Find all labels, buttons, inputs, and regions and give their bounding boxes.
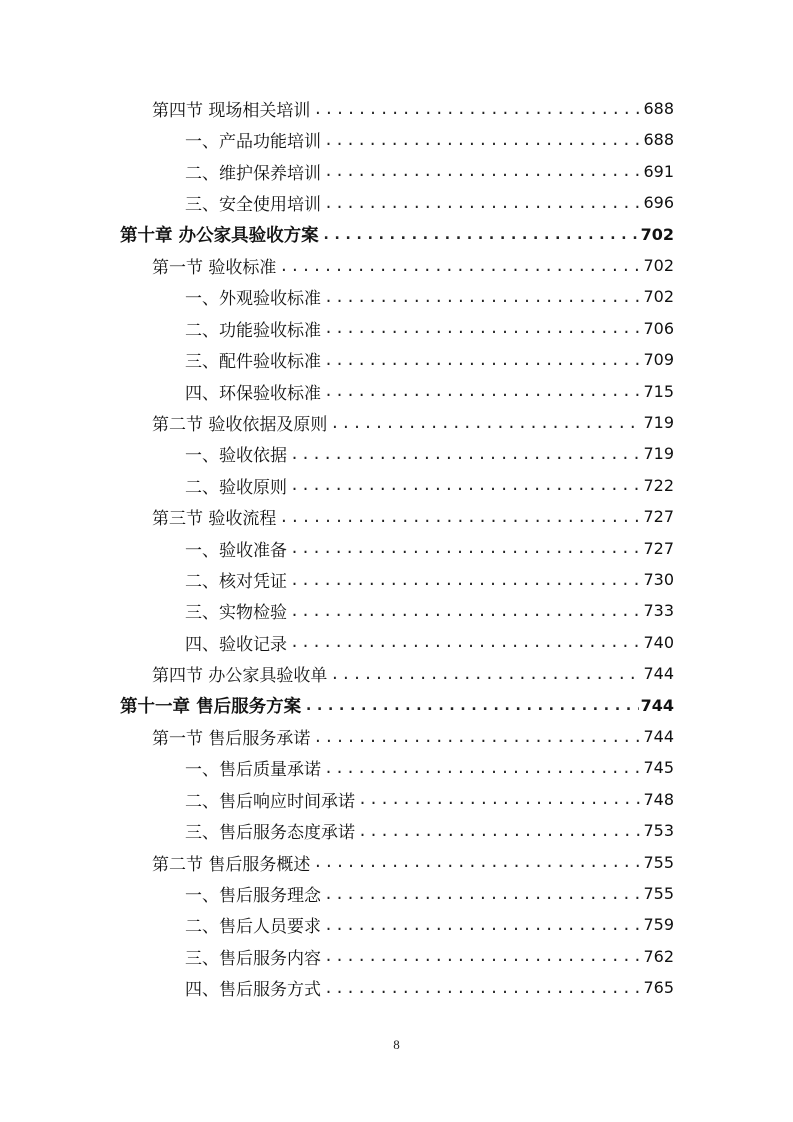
toc-entry-title: 第一节 售后服务承诺 [152, 729, 311, 749]
toc-entry-page: 688 [643, 130, 674, 150]
dot-leader [324, 162, 641, 180]
toc-entry-title: 一、外观验收标准 [185, 289, 321, 310]
toc-entry-section[interactable] [152, 658, 674, 689]
dot-leader [324, 382, 641, 400]
dot-leader [290, 539, 641, 557]
toc-entry-page: 759 [643, 915, 674, 935]
dot-leader [290, 602, 641, 620]
toc-entry-title: 二、验收原则 [185, 477, 287, 498]
toc-entry-title: 一、验收准备 [185, 540, 287, 561]
toc-entry-page: 740 [643, 632, 674, 652]
dot-leader [322, 225, 639, 243]
toc-entry-title: 三、实物检验 [185, 603, 287, 624]
toc-entry-subsection[interactable] [185, 376, 674, 407]
toc-entry-page: 744 [643, 727, 674, 746]
dot-leader [313, 728, 641, 746]
dot-leader [330, 665, 641, 683]
toc-entry-page: 753 [643, 821, 674, 841]
toc-entry-subsection[interactable] [185, 878, 674, 909]
toc-entry-page: 733 [643, 601, 674, 621]
toc-entry-subsection[interactable] [185, 752, 674, 783]
toc-entry-title: 第一节 验收标准 [152, 258, 277, 278]
dot-leader [324, 288, 641, 306]
dot-leader [324, 947, 641, 965]
toc-entry-title: 第四节 办公家具验收单 [152, 666, 328, 687]
toc-entry-subsection[interactable] [185, 187, 674, 218]
page-number: 8 [393, 1037, 400, 1052]
toc-entry-section[interactable] [152, 721, 674, 752]
toc-entry-subsection[interactable] [185, 815, 674, 846]
toc-entry-subsection[interactable] [185, 533, 674, 564]
toc-entry-title: 第二节 售后服务概述 [152, 854, 311, 875]
toc-entry-title: 二、维护保养培训 [185, 163, 321, 184]
toc-entry-page: 727 [643, 538, 674, 558]
toc-entry-title: 一、验收依据 [185, 446, 287, 467]
toc-entry-chapter[interactable] [120, 219, 674, 250]
dot-leader [290, 633, 641, 651]
dot-leader [324, 885, 641, 903]
toc-entry-subsection[interactable] [185, 564, 674, 595]
dot-leader [279, 508, 641, 526]
dot-leader [324, 319, 641, 337]
toc-entry-subsection[interactable] [185, 124, 674, 155]
toc-entry-title: 一、售后质量承诺 [185, 760, 321, 781]
toc-entry-section[interactable] [152, 407, 674, 438]
toc-entry-page: 702 [643, 287, 674, 307]
toc-entry-page: 722 [643, 475, 674, 495]
toc-entry-subsection[interactable] [185, 156, 674, 187]
toc-entry-page: 702 [643, 256, 674, 275]
toc-entry-subsection[interactable] [185, 281, 674, 312]
toc-entry-page: 691 [643, 161, 674, 181]
toc-entry-page: 702 [640, 224, 674, 244]
dot-leader [290, 445, 641, 463]
toc-entry-title: 二、功能验收标准 [185, 320, 321, 341]
toc-entry-title: 三、售后服务内容 [185, 948, 321, 969]
toc-entry-title: 第二节 验收依据及原则 [152, 415, 328, 435]
dot-leader [304, 696, 639, 714]
toc-entry-title: 四、验收记录 [185, 634, 287, 655]
toc-entry-page: 719 [643, 444, 674, 464]
toc-entry-page: 762 [643, 946, 674, 966]
toc-entry-page: 765 [643, 978, 674, 998]
toc-entry-title: 第十章 办公家具验收方案 [120, 225, 319, 246]
toc-entry-page: 745 [643, 758, 674, 778]
toc-entry-page: 715 [643, 381, 674, 401]
toc-entry-subsection[interactable] [185, 438, 674, 469]
toc-entry-title: 四、环保验收标准 [185, 383, 321, 404]
dot-leader [324, 916, 641, 934]
dot-leader [330, 414, 641, 432]
dot-leader [358, 790, 641, 808]
dot-leader [279, 257, 641, 275]
dot-leader [324, 131, 641, 149]
toc-entry-page: 744 [643, 664, 674, 684]
toc-entry-title: 三、售后服务态度承诺 [185, 823, 355, 844]
toc-entry-subsection[interactable] [185, 972, 674, 1003]
toc-entry-title: 一、售后服务理念 [185, 886, 321, 906]
toc-entry-title: 四、售后服务方式 [185, 980, 321, 1001]
toc-entry-title: 二、售后人员要求 [185, 917, 321, 938]
toc-entry-subsection[interactable] [185, 470, 674, 501]
dot-leader [324, 979, 641, 997]
toc-entry-title: 三、配件验收标准 [185, 352, 321, 373]
toc-entry-title: 第十一章 售后服务方案 [120, 696, 302, 717]
dot-leader [358, 822, 641, 840]
toc-entry-page: 688 [643, 99, 674, 118]
toc-entry-section[interactable] [152, 501, 674, 532]
dot-leader [290, 571, 641, 589]
toc-entry-page: 719 [643, 413, 674, 432]
toc-entry-page: 755 [643, 884, 674, 903]
toc-entry-title: 第四节 现场相关培训 [152, 101, 311, 121]
toc-entry-subsection[interactable] [185, 313, 674, 344]
toc-entry-title: 三、安全使用培训 [185, 195, 321, 216]
toc-entry-section[interactable] [152, 93, 674, 124]
toc-entry-page: 744 [640, 695, 674, 715]
toc-entry-page: 727 [643, 507, 674, 527]
toc-entry-page: 730 [643, 570, 674, 589]
toc-entry-page: 748 [643, 789, 674, 809]
toc-entry-title: 第三节 验收流程 [152, 509, 277, 530]
toc-entry-subsection[interactable] [185, 909, 674, 940]
toc-entry-subsection[interactable] [185, 595, 674, 626]
toc-entry-subsection[interactable] [185, 344, 674, 375]
toc-entry-title: 二、售后响应时间承诺 [185, 791, 355, 812]
toc-entry-chapter[interactable] [120, 690, 674, 721]
toc-entry-page: 696 [643, 193, 674, 213]
dot-leader [324, 194, 641, 212]
toc-entry-subsection[interactable] [185, 784, 674, 815]
toc-entry-section[interactable] [152, 250, 674, 281]
toc-entry-title: 一、产品功能培训 [185, 132, 321, 153]
toc-entry-subsection[interactable] [185, 627, 674, 658]
dot-leader [313, 100, 641, 118]
toc-entry-page: 755 [643, 852, 674, 872]
toc-entry-page: 706 [643, 318, 674, 338]
dot-leader [324, 351, 641, 369]
dot-leader [324, 759, 641, 777]
toc-entry-page: 709 [643, 350, 674, 370]
toc-entry-section[interactable] [152, 847, 674, 878]
toc-entry-title: 二、核对凭证 [185, 572, 287, 592]
dot-leader [313, 853, 641, 871]
toc-entry-subsection[interactable] [185, 941, 674, 972]
dot-leader [290, 476, 641, 494]
